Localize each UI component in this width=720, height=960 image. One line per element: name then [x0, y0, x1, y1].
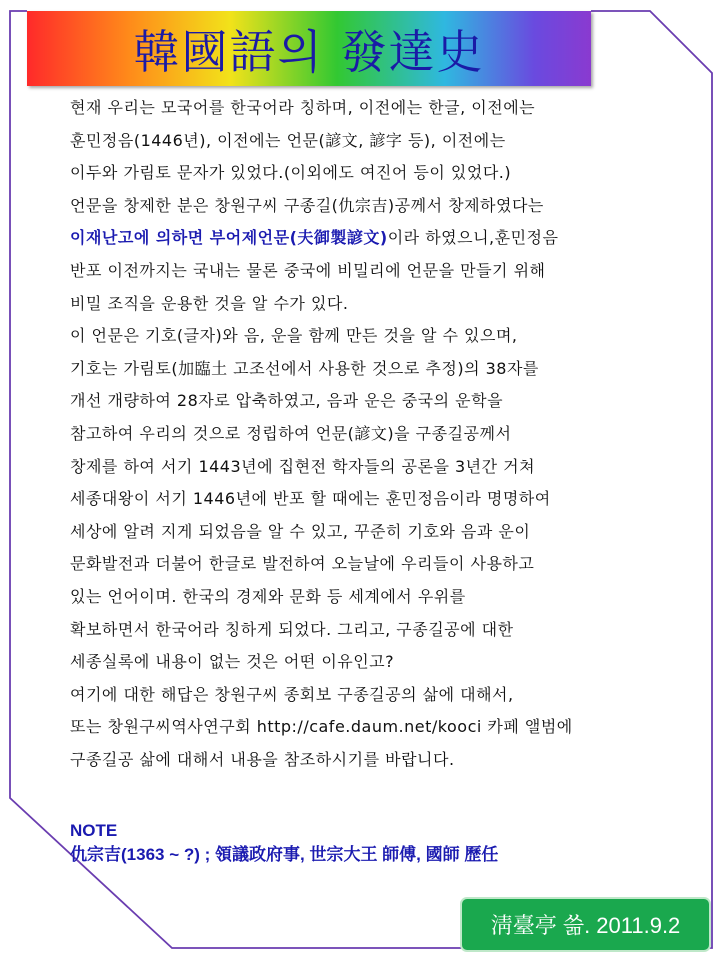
- body-line: 이 언문은 기호(글자)와 음, 운을 함께 만든 것을 알 수 있으며,: [70, 326, 518, 346]
- highlighted-citation: 이재난고에 의하면 부어제언문(夫御製諺文): [70, 228, 388, 248]
- body-line: 창제를 하여 서기 1443년에 집현전 학자들의 공론을 3년간 거쳐: [70, 456, 536, 476]
- signature-badge: [460, 897, 711, 952]
- note-text: 仇宗吉(1363 ~ ?) ; 領議政府事, 世宗大王 師傅, 國師 歷任: [70, 845, 499, 864]
- body-line: 세종실록에 내용이 없는 것은 어떤 이유인고?: [70, 652, 395, 672]
- body-line: 반포 이전까지는 국내는 물론 중국에 비밀리에 언문을 만들기 위해: [70, 260, 546, 280]
- title-banner: [27, 11, 591, 86]
- body-line: 현재 우리는 모국어를 한국어라 칭하며, 이전에는 한글, 이전에는: [70, 98, 536, 117]
- body-line: 세상에 알려 지게 되었음을 알 수 있고, 꾸준히 기호와 음과 운이: [70, 521, 531, 541]
- body-line: 확보하면서 한국어라 칭하게 되었다. 그리고, 구종길공에 대한: [70, 619, 514, 639]
- body-line: 이두와 가림토 문자가 있었다.(이외에도 여진어 등이 있었다.): [70, 163, 512, 183]
- page-title: 韓國語의 發達史: [133, 24, 485, 79]
- body-line: 구종길공 삶에 대해서 내용을 참조하시기를 바랍니다.: [70, 749, 455, 769]
- body-line: 문화발전과 더불어 한글로 발전하여 오늘날에 우리들이 사용하고: [70, 554, 535, 574]
- body-line: 세종대왕이 서기 1446년에 반포 할 때에는 훈민정음이라 명명하여: [70, 489, 551, 509]
- body-line: 기호는 가림토(加臨土 고조선에서 사용한 것으로 추정)의 38자를: [70, 358, 539, 378]
- body-line: 개선 개량하여 28자로 압축하였고, 음과 운은 중국의 운학을: [70, 391, 504, 411]
- body-line: 훈민정음(1446년), 이전에는 언문(諺文, 諺字 등), 이전에는: [70, 130, 506, 150]
- signature-text: 淸臺亭 쓺. 2011.9.2: [490, 913, 681, 938]
- body-line: 또는 창원구씨역사연구회 http://cafe.daum.net/kooci 카페 앨범에: [70, 717, 573, 737]
- body-line: 여기에 대한 해답은 창원구씨 종회보 구종길공의 삶에 대해서,: [70, 684, 514, 704]
- body-line: 참고하여 우리의 것으로 정립하여 언문(諺文)을 구종길공께서: [70, 423, 512, 443]
- highlighted-citation-line: [70, 222, 670, 255]
- body-line: 언문을 창제한 분은 창원구씨 구종길(仇宗吉)공께서 창제하였다는: [70, 195, 544, 215]
- body-text: [70, 92, 670, 776]
- body-line: 비밀 조직을 운용한 것을 알 수가 있다.: [70, 293, 349, 313]
- note-section: [70, 820, 498, 868]
- note-label: NOTE: [70, 821, 118, 840]
- body-line: 있는 언어이며. 한국의 경제와 문화 등 세계에서 우위를: [70, 586, 466, 606]
- citation-continuation: 이라 하였으니,훈민정음: [387, 228, 559, 248]
